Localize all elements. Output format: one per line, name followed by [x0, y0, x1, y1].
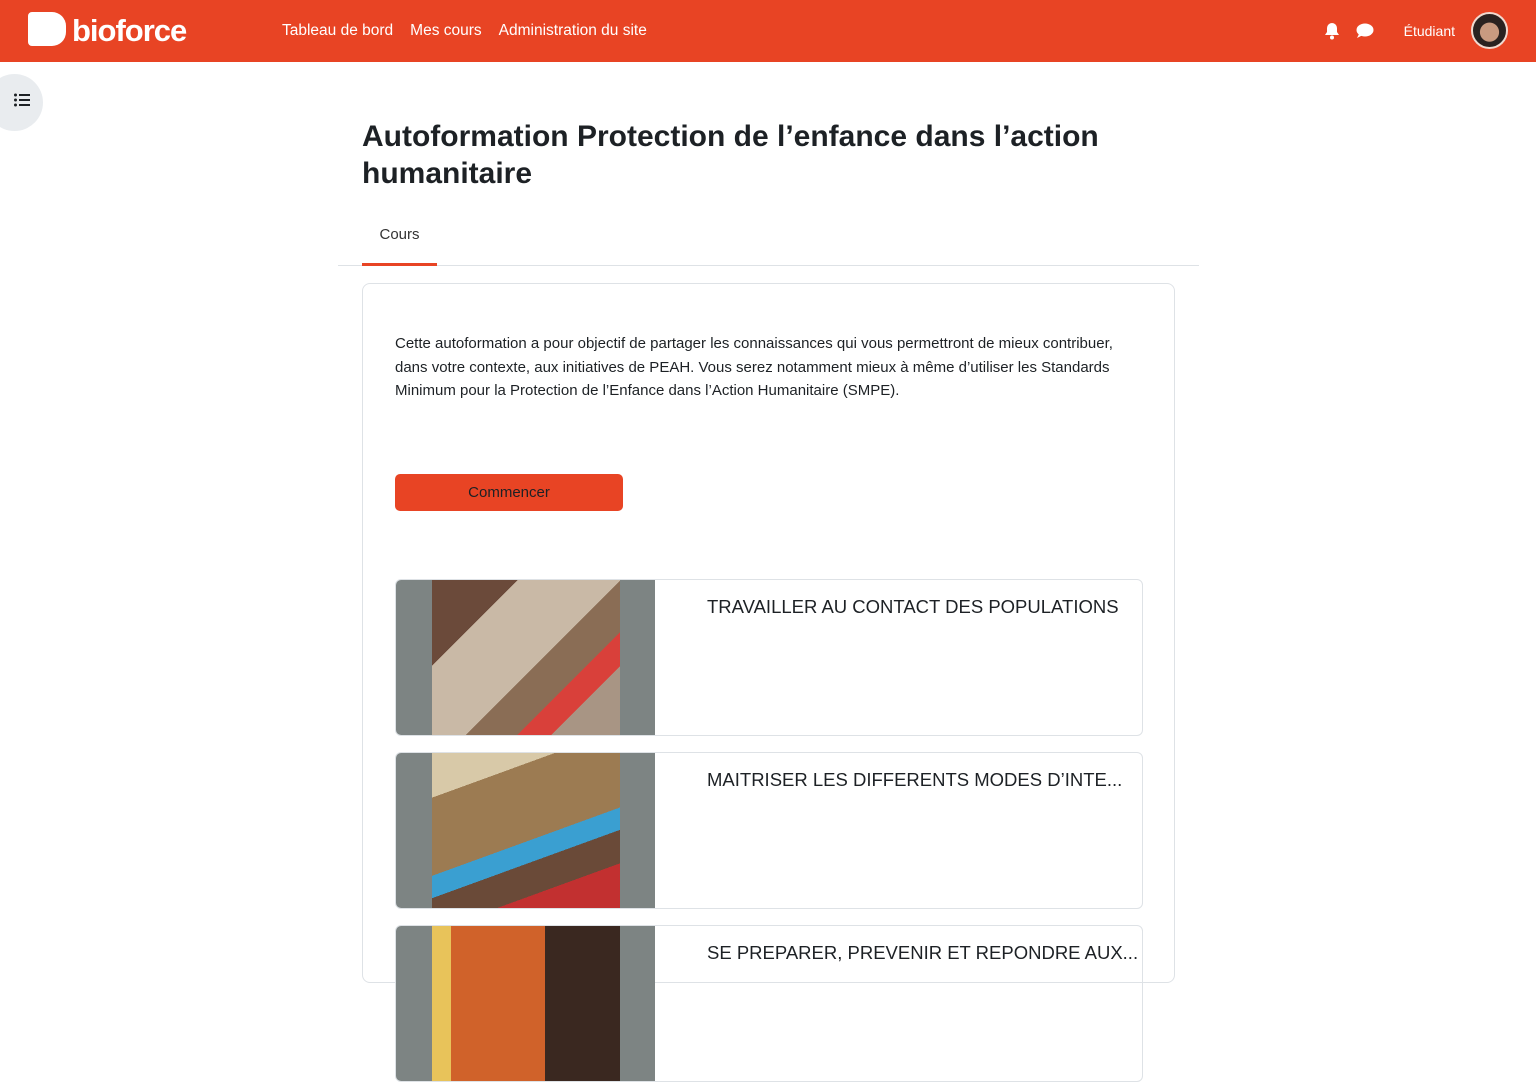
user-role[interactable]: Étudiant — [1403, 22, 1455, 39]
module-image — [396, 753, 655, 908]
messages-icon[interactable] — [1356, 23, 1374, 39]
nav-administration[interactable]: Administration du site — [498, 22, 647, 39]
top-navbar — [0, 0, 1536, 62]
bell-icon[interactable] — [1324, 22, 1340, 40]
list-icon — [14, 93, 30, 112]
bioforce-logo[interactable]: bioforce — [28, 12, 186, 46]
module-title[interactable]: MAITRISER LES DIFFERENTS MODES D’INTE... — [707, 769, 1123, 790]
course-description: Cette autoformation a pour objectif de partager les connaissances qui vous permettront de mieux contribuer, dans votre contexte, aux initiatives de PEAH. Vous serez notamment mieux à même d’utiliser les Standards Minimum pour la Protection de l’Enfance dans l’Action Humanitaire (SMPE). — [395, 335, 1113, 399]
page-title: Autoformation Protection de l’enfance dans l’action humanitaire — [362, 120, 1099, 190]
nav-mes-cours[interactable]: Mes cours — [410, 22, 482, 39]
course-content — [362, 283, 1175, 983]
nav-tableau-de-bord[interactable]: Tableau de bord — [282, 22, 394, 39]
module-title[interactable]: SE PREPARER, PREVENIR ET REPONDRE AUX... — [707, 942, 1139, 963]
module-title[interactable]: TRAVAILLER AU CONTACT DES POPULATIONS — [707, 596, 1119, 617]
start-button[interactable]: Commencer — [395, 474, 623, 511]
avatar[interactable] — [1471, 12, 1508, 49]
module-image — [396, 926, 655, 1081]
module-card[interactable] — [395, 579, 1143, 736]
course-tabs — [338, 218, 1199, 266]
tab-cours[interactable]: Cours — [362, 218, 437, 266]
module-card[interactable] — [395, 752, 1143, 909]
course-index-toggle[interactable] — [0, 74, 43, 131]
module-image — [396, 580, 655, 735]
